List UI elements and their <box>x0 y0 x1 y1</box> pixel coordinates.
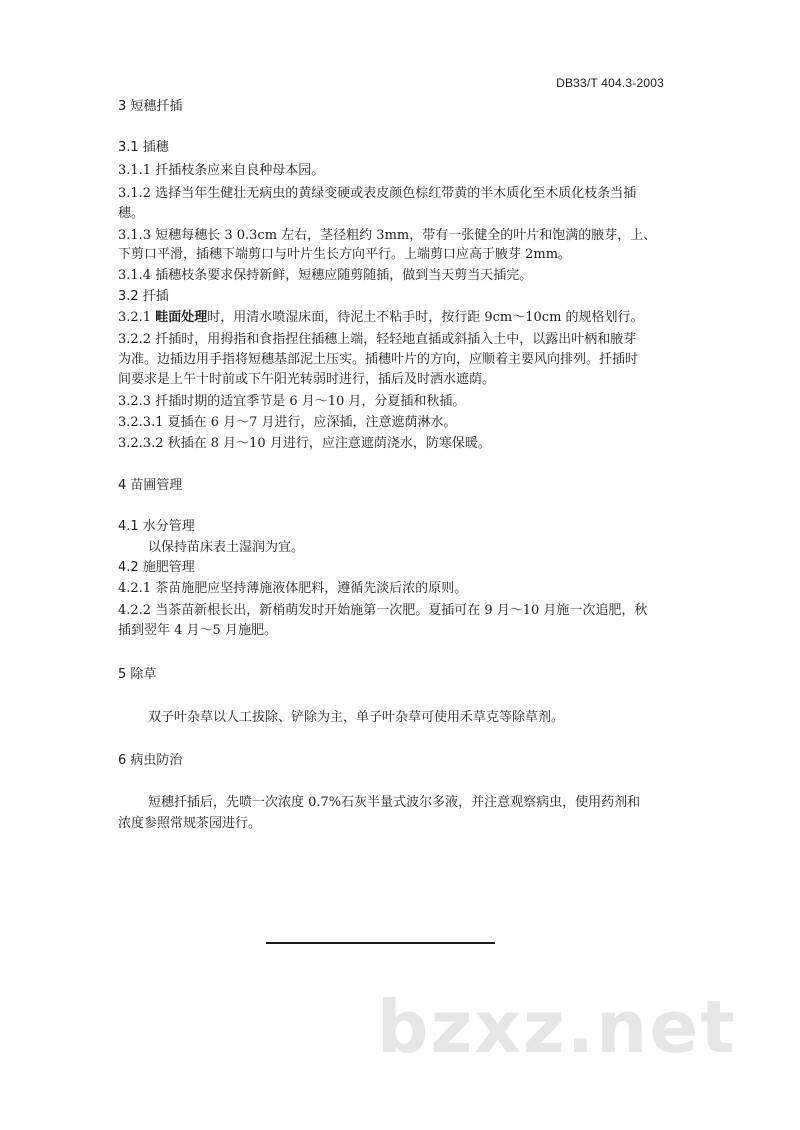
clause-3-2-1-number: 3.2.1 <box>118 310 156 325</box>
section-3-1-title: 3.1 插穗 <box>118 140 169 155</box>
clause-3-1-2-line1: 3.1.2 选择当年生健壮无病虫的黄绿变硬或表皮颜色棕红带黄的半木质化至木质化枝条当插 <box>118 186 637 201</box>
section-3-2-title: 3.2 扦插 <box>118 289 169 304</box>
section-4-1-title: 4.1 水分管理 <box>118 519 195 534</box>
clause-3-2-3-2: 3.2.3.2 秋插在 8 月～10 月进行，应注意遮荫浇水，防寒保暖。 <box>118 436 491 451</box>
end-rule <box>266 942 495 944</box>
section-6-text-line2: 浓度参照常规茶园进行。 <box>118 816 262 831</box>
clause-3-2-1-text: 时，用清水喷湿床面，待泥土不粘手时，按行距 9cm～10cm 的规格划行。 <box>207 310 644 325</box>
document-code: DB33/T 404.3-2003 <box>556 76 664 90</box>
clause-4-1-text: 以保持苗床表土湿润为宜。 <box>148 540 305 555</box>
clause-3-1-4: 3.1.4 插穗枝条要求保持新鲜，短穗应随剪随插，做到当天剪当天插完。 <box>118 268 533 283</box>
section-6-text-line1: 短穗扦插后，先喷一次浓度 0.7%石灰半量式波尔多液，并注意观察病虫，使用药剂和 <box>148 795 641 810</box>
clause-3-1-2-line2: 穗。 <box>118 206 145 221</box>
clause-3-1-3-line2: 下剪口平滑，插穗下端剪口与叶片生长方向平行。上端剪口应高于腋芽 2mm。 <box>118 247 572 262</box>
clause-3-1-1: 3.1.1 扦插枝条应来自良种母本园。 <box>118 163 325 178</box>
clause-3-2-2-line3: 间要求是上午十时前或下午阳光转弱时进行，插后及时洒水遮荫。 <box>118 372 496 387</box>
clause-3-2-3-1: 3.2.3.1 夏插在 6 月～7 月进行，应深插，注意遮荫淋水。 <box>118 415 457 430</box>
section-6-title: 6 病虫防治 <box>118 753 183 768</box>
section-5-title: 5 除草 <box>118 667 157 682</box>
clause-4-2-2-line1: 4.2.2 当茶苗新根长出，新梢萌发时开始施第一次肥。夏插可在 9 月～10 月施一次追肥，秋 <box>118 603 648 618</box>
clause-3-2-1 <box>118 310 644 326</box>
clause-4-2-1: 4.2.1 茶苗施肥应坚持薄施液体肥料，遵循先淡后浓的原则。 <box>118 581 468 596</box>
clause-3-1-3-line1: 3.1.3 短穗每穗长 3 0.3cm 左右，茎径粗约 3mm，带有一张健全的叶片和饱满的腋芽，上、 <box>118 228 657 243</box>
clause-3-2-3: 3.2.3 扦插时期的适宜季节是 6 月～10 月，分夏插和秋插。 <box>118 394 466 409</box>
watermark: bzxz.net <box>377 985 737 1069</box>
clause-3-2-2-line1: 3.2.2 扦插时，用拇指和食指捏住插穗上端，轻轻地直插或斜插入土中，以露出叶柄和腋芽 <box>118 332 637 347</box>
clause-3-2-1-bold-term: 畦面处理 <box>155 310 208 325</box>
section-3-title: 3 短穗扦插 <box>118 99 183 114</box>
clause-3-2-2-line2: 为准。边插边用手指将短穗基部泥土压实。插穗叶片的方向，应顺着主要风向排列。扦插时 <box>118 352 639 367</box>
section-4-title: 4 苗圃管理 <box>118 478 183 493</box>
section-5-text: 双子叶杂草以人工拔除、铲除为主，单子叶杂草可使用禾草克等除草剂。 <box>148 710 565 725</box>
section-4-2-title: 4.2 施肥管理 <box>118 560 195 575</box>
clause-4-2-2-line2: 插到翌年 4 月～5 月施肥。 <box>118 623 277 638</box>
